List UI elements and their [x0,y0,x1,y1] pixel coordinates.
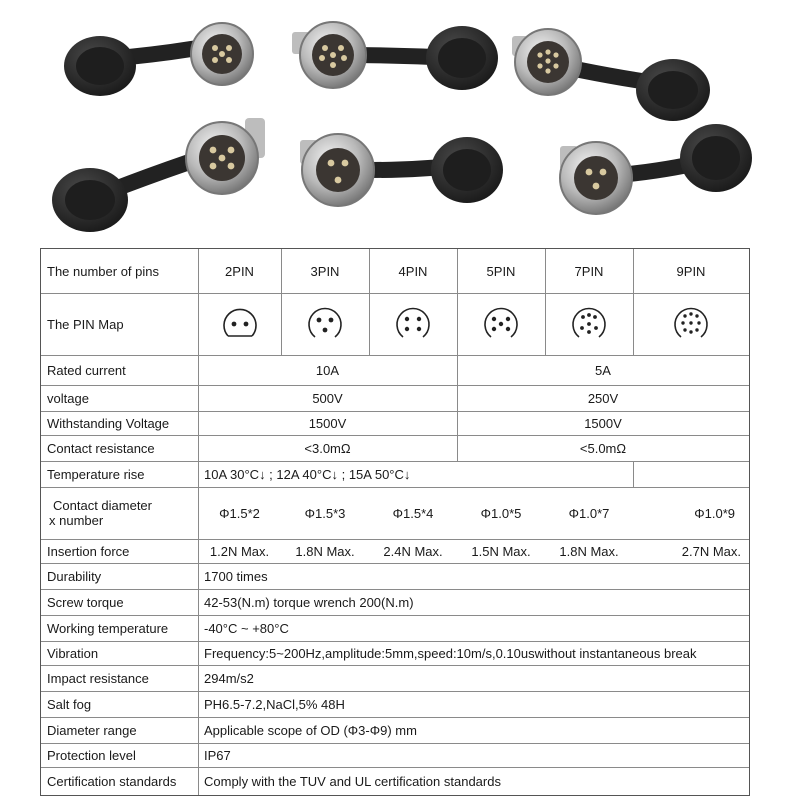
contact-resistance-a: <3.0mΩ [304,440,351,456]
diameter-range-value: Applicable scope of OD (Φ3-Φ9) mm [204,722,417,738]
temperature-rise-label: Temperature rise [47,466,145,482]
spec-table [40,248,750,796]
connector-photo-6 [560,124,752,214]
pins-5: 5PIN [486,263,516,279]
protection-level-label: Protection level [47,747,136,763]
pinmap-2-icon [198,293,281,355]
connector-photo-4 [52,118,265,232]
contact-diameter-label-line2: x number [49,513,104,528]
protection-level-value: IP67 [204,747,231,763]
insertion-force-3: 1.8N Max. [295,543,355,559]
contact-diameter-9: Φ1.0*9 [694,505,735,521]
contact-diameter-4: Φ1.5*4 [392,505,434,521]
voltage-a: 500V [312,390,343,406]
product-photos [0,0,800,240]
contact-diameter-5: Φ1.0*5 [480,505,522,521]
pins-7: 7PIN [574,263,604,279]
withstanding-voltage-label: Withstanding Voltage [47,415,170,431]
rated-current-label: Rated current [47,362,126,378]
pinmap-label: The PIN Map [47,316,124,332]
connector-photo-2 [292,22,498,90]
contact-diameter-label [41,487,198,539]
contact-diameter-label-line1: Contact diameter [53,498,152,513]
insertion-force-5: 1.5N Max. [471,543,531,559]
insertion-force-2: 1.2N Max. [209,543,270,559]
pinmap-3-icon [281,293,369,355]
screw-torque-label: Screw torque [47,594,124,610]
vibration-label: Vibration [47,645,99,661]
pins-9: 9PIN [676,263,706,279]
voltage-b: 250V [587,390,619,406]
insertion-force-7: 1.8N Max. [559,543,619,559]
withstanding-voltage-a: 1500V [308,415,347,431]
diameter-range-label: Diameter range [47,722,137,738]
durability-label: Durability [47,568,102,584]
connector-photo-5 [300,134,503,206]
contact-diameter-7: Φ1.0*7 [568,505,610,521]
connector-photo-1 [64,23,253,96]
contact-resistance-label: Contact resistance [47,440,155,456]
pins-4: 4PIN [398,263,428,279]
insertion-force-label: Insertion force [47,543,130,559]
impact-resistance-label: Impact resistance [47,670,149,686]
pins-2: 2PIN [225,263,254,279]
connector-photo-3 [512,29,710,121]
pinmap-7-icon [545,293,633,355]
voltage-label: voltage [47,390,89,406]
withstanding-voltage-b: 1500V [584,415,622,431]
salt-fog-value: PH6.5-7.2,NaCl,5% 48H [204,696,345,712]
insertion-force-4: 2.4N Max. [383,543,443,559]
salt-fog-label: Salt fog [47,696,92,712]
durability-value: 1700 times [204,568,268,584]
contact-diameter-3: Φ1.5*3 [304,505,346,521]
contact-resistance-b: <5.0mΩ [579,440,627,456]
certification-value: Comply with the TUV and UL certification standards [204,773,501,789]
vibration-value: Frequency:5~200Hz,amplitude:5mm,speed:10m/s,0.10uswithout instantaneous break [204,645,697,661]
pinmap-9-icon [633,293,749,355]
rated-current-a: 10A [315,362,340,378]
screw-torque-value: 42-53(N.m) torque wrench 200(N.m) [204,594,414,610]
impact-resistance-value: 294m/s2 [204,670,254,686]
contact-diameter-2: Φ1.5*2 [219,505,260,521]
pins-3: 3PIN [310,263,340,279]
working-temperature-value: -40°C ~ +80°C [204,620,289,636]
pinmap-5-icon [457,293,545,355]
working-temperature-label: Working temperature [47,620,169,636]
certification-label: Certification standards [47,773,177,789]
pinmap-4-icon [369,293,457,355]
rated-current-b: 5A [595,362,611,378]
pins-label: The number of pins [47,263,160,279]
temperature-rise-value: 10A 30°C↓ ; 12A 40°C↓ ; 15A 50°C↓ [204,466,411,482]
insertion-force-9: 2.7N Max. [681,543,741,559]
